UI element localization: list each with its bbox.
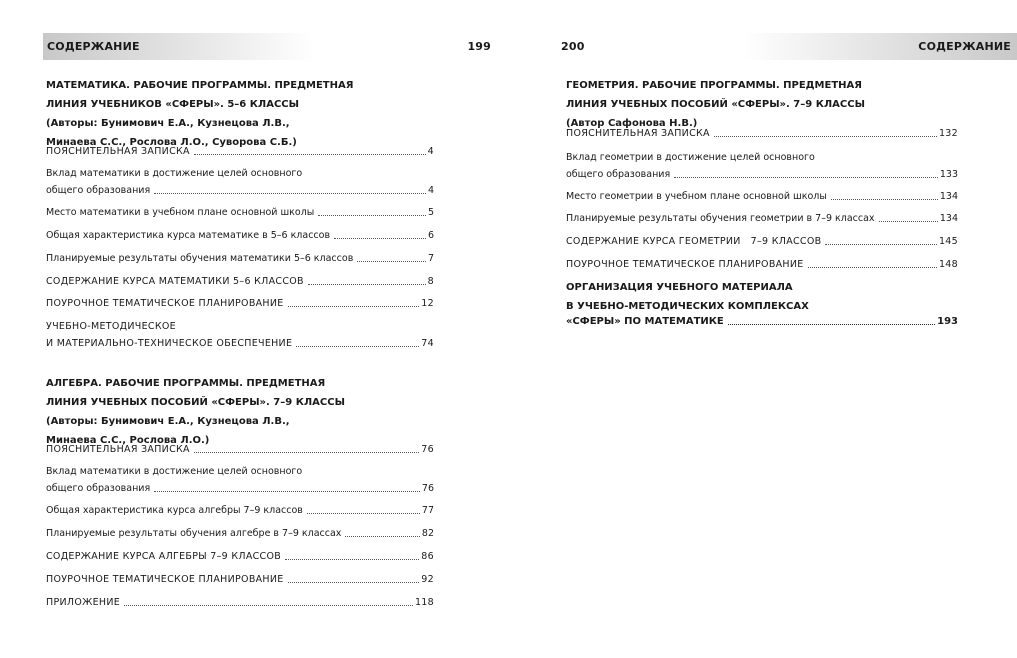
entry-label: ПОУРОЧНОЕ ТЕМАТИЧЕСКОЕ ПЛАНИРОВАНИЕ [566,259,804,270]
dot-leader [307,513,420,514]
toc-entry[interactable] [46,528,434,540]
math-section-title [46,76,353,152]
toc-entry[interactable] [46,253,434,265]
dot-leader [714,136,937,137]
entry-page: 4 [427,146,434,157]
toc-entry[interactable] [46,466,434,495]
toc-entry[interactable] [566,213,958,225]
entry-label: общего образования [46,483,151,494]
toc-entry[interactable] [46,146,434,158]
entry-label: Планируемые результаты обучения математики 5–6 классов [46,253,354,264]
toc-entry[interactable] [46,321,434,350]
title-line: ГЕОМЕТРИЯ. РАБОЧИЕ ПРОГРАММЫ. ПРЕДМЕТНАЯ [566,80,862,91]
dot-leader [674,177,938,178]
dot-leader [825,244,936,245]
algebra-section-title [46,374,345,450]
entry-label: ПОЯСНИТЕЛЬНАЯ ЗАПИСКА [566,128,710,139]
title-line: АЛГЕБРА. РАБОЧИЕ ПРОГРАММЫ. ПРЕДМЕТНАЯ [46,378,326,389]
entry-label: «СФЕРЫ» ПО МАТЕМАТИКЕ [566,316,724,327]
entry-label: Место математики в учебном плане основной школы [46,207,315,218]
header-title: СОДЕРЖАНИЕ [47,40,140,53]
toc-entry[interactable] [566,152,958,181]
dot-leader [285,559,419,560]
dot-leader [154,193,426,194]
entry-page: 134 [939,191,958,202]
dot-leader [357,261,426,262]
dot-leader [728,324,935,325]
entry-page: 12 [421,298,434,309]
entry-page: 86 [421,551,434,562]
toc-entry[interactable] [46,597,434,609]
entry-page: 134 [939,213,958,224]
page-number: 199 [467,40,491,53]
entry-page: 76 [421,483,434,494]
title-line: ЛИНИЯ УЧЕБНЫХ ПОСОБИЙ «СФЕРЫ». 7–9 КЛАССЫ [566,99,865,110]
dot-leader [154,491,420,492]
entry-label: общего образования [566,169,671,180]
entry-page: 8 [427,276,434,287]
toc-entry[interactable] [46,574,434,586]
left-page [0,0,500,658]
dot-leader [879,221,938,222]
entry-label-line1: Вклад математики в достижение целей основного [46,466,303,477]
toc-entry[interactable] [46,168,434,197]
entry-label: Планируемые результаты обучения алгебре в 7–9 классах [46,528,342,539]
entry-label: И МАТЕРИАЛЬНО-ТЕХНИЧЕСКОЕ ОБЕСПЕЧЕНИЕ [46,338,293,349]
title-line: ЛИНИЯ УЧЕБНЫХ ПОСОБИЙ «СФЕРЫ». 7–9 КЛАССЫ [46,397,345,408]
title-line: (Автор Сафонова Н.В.) [566,118,698,129]
dot-leader [194,154,426,155]
toc-entry[interactable] [46,276,434,288]
dot-leader [831,199,938,200]
entry-label: ПОУРОЧНОЕ ТЕМАТИЧЕСКОЕ ПЛАНИРОВАНИЕ [46,574,284,585]
entry-page: 193 [937,316,958,327]
entry-label: Общая характеристика курса математике в 5–6 классов [46,230,331,241]
right-page [501,0,1011,658]
entry-page: 118 [414,597,434,608]
entry-page: 76 [421,444,434,455]
title-line: МАТЕМАТИКА. РАБОЧИЕ ПРОГРАММЫ. ПРЕДМЕТНАЯ [46,80,354,91]
entry-label: ПОЯСНИТЕЛЬНАЯ ЗАПИСКА [46,444,190,455]
entry-page: 145 [938,236,958,247]
entry-page: 7 [427,253,434,264]
toc-entry[interactable] [566,236,958,248]
toc-entry[interactable] [566,316,958,328]
dot-leader [308,284,426,285]
entry-label: СОДЕРЖАНИЕ КУРСА МАТЕМАТИКИ 5–6 КЛАССОВ [46,276,304,287]
entry-page: 6 [427,230,434,241]
final-section-title [566,278,809,316]
dot-leader [334,238,426,239]
title-line: Минаева С.С., Рослова Л.О.) [46,435,210,446]
entry-page: 132 [938,128,958,139]
toc-entry[interactable] [46,505,434,517]
entry-label: ПОЯСНИТЕЛЬНАЯ ЗАПИСКА [46,146,190,157]
page-number: 200 [561,40,585,53]
entry-label: СОДЕРЖАНИЕ КУРСА АЛГЕБРЫ 7–9 КЛАССОВ [46,551,282,562]
entry-label: ПОУРОЧНОЕ ТЕМАТИЧЕСКОЕ ПЛАНИРОВАНИЕ [46,298,284,309]
toc-entry[interactable] [46,444,434,456]
entry-label-line1: Вклад геометрии в достижение целей основного [566,152,815,163]
entry-page: 4 [427,185,434,196]
toc-entry[interactable] [566,128,958,140]
entry-label: Место геометрии в учебном плане основной школы [566,191,827,202]
toc-entry[interactable] [46,298,434,310]
toc-entry[interactable] [46,207,434,219]
entry-label: Общая характеристика курса алгебры 7–9 классов [46,505,303,516]
header-title: СОДЕРЖАНИЕ [918,40,1011,53]
title-line: В УЧЕБНО-МЕТОДИЧЕСКИХ КОМПЛЕКСАХ [566,301,809,312]
dot-leader [194,452,419,453]
title-line: (Авторы: Бунимович Е.А., Кузнецова Л.В., [46,416,290,427]
dot-leader [808,267,937,268]
dot-leader [345,536,419,537]
entry-label: Планируемые результаты обучения геометрии в 7–9 классах [566,213,875,224]
geometry-section-title [566,76,865,133]
entry-label: СОДЕРЖАНИЕ КУРСА ГЕОМЕТРИИ 7–9 КЛАССОВ [566,236,822,247]
toc-entry[interactable] [566,191,958,203]
title-line: ЛИНИЯ УЧЕБНИКОВ «СФЕРЫ». 5–6 КЛАССЫ [46,99,299,110]
title-line: Минаева С.С., Рослова Л.О., Суворова С.Б.) [46,137,297,148]
dot-leader [124,605,413,606]
entry-page: 133 [939,169,958,180]
page-header [43,33,497,60]
title-line: (Авторы: Бунимович Е.А., Кузнецова Л.В., [46,118,290,129]
title-line: ОРГАНИЗАЦИЯ УЧЕБНОГО МАТЕРИАЛА [566,282,793,293]
entry-page: 148 [938,259,958,270]
entry-label: ПРИЛОЖЕНИЕ [46,597,121,608]
entry-page: 77 [421,505,434,516]
entry-page: 82 [421,528,434,539]
entry-label: общего образования [46,185,151,196]
dot-leader [318,215,426,216]
entry-page: 74 [421,338,434,349]
page-header [561,33,1017,60]
dot-leader [296,346,419,347]
dot-leader [288,582,420,583]
entry-label-line1: Вклад математики в достижение целей основного [46,168,303,179]
dot-leader [288,306,420,307]
entry-page: 5 [427,207,434,218]
toc-entry[interactable] [566,259,958,271]
toc-entry[interactable] [46,551,434,563]
entry-page: 92 [421,574,434,585]
toc-entry[interactable] [46,230,434,242]
entry-label-line1: УЧЕБНО-МЕТОДИЧЕСКОЕ [46,321,176,332]
